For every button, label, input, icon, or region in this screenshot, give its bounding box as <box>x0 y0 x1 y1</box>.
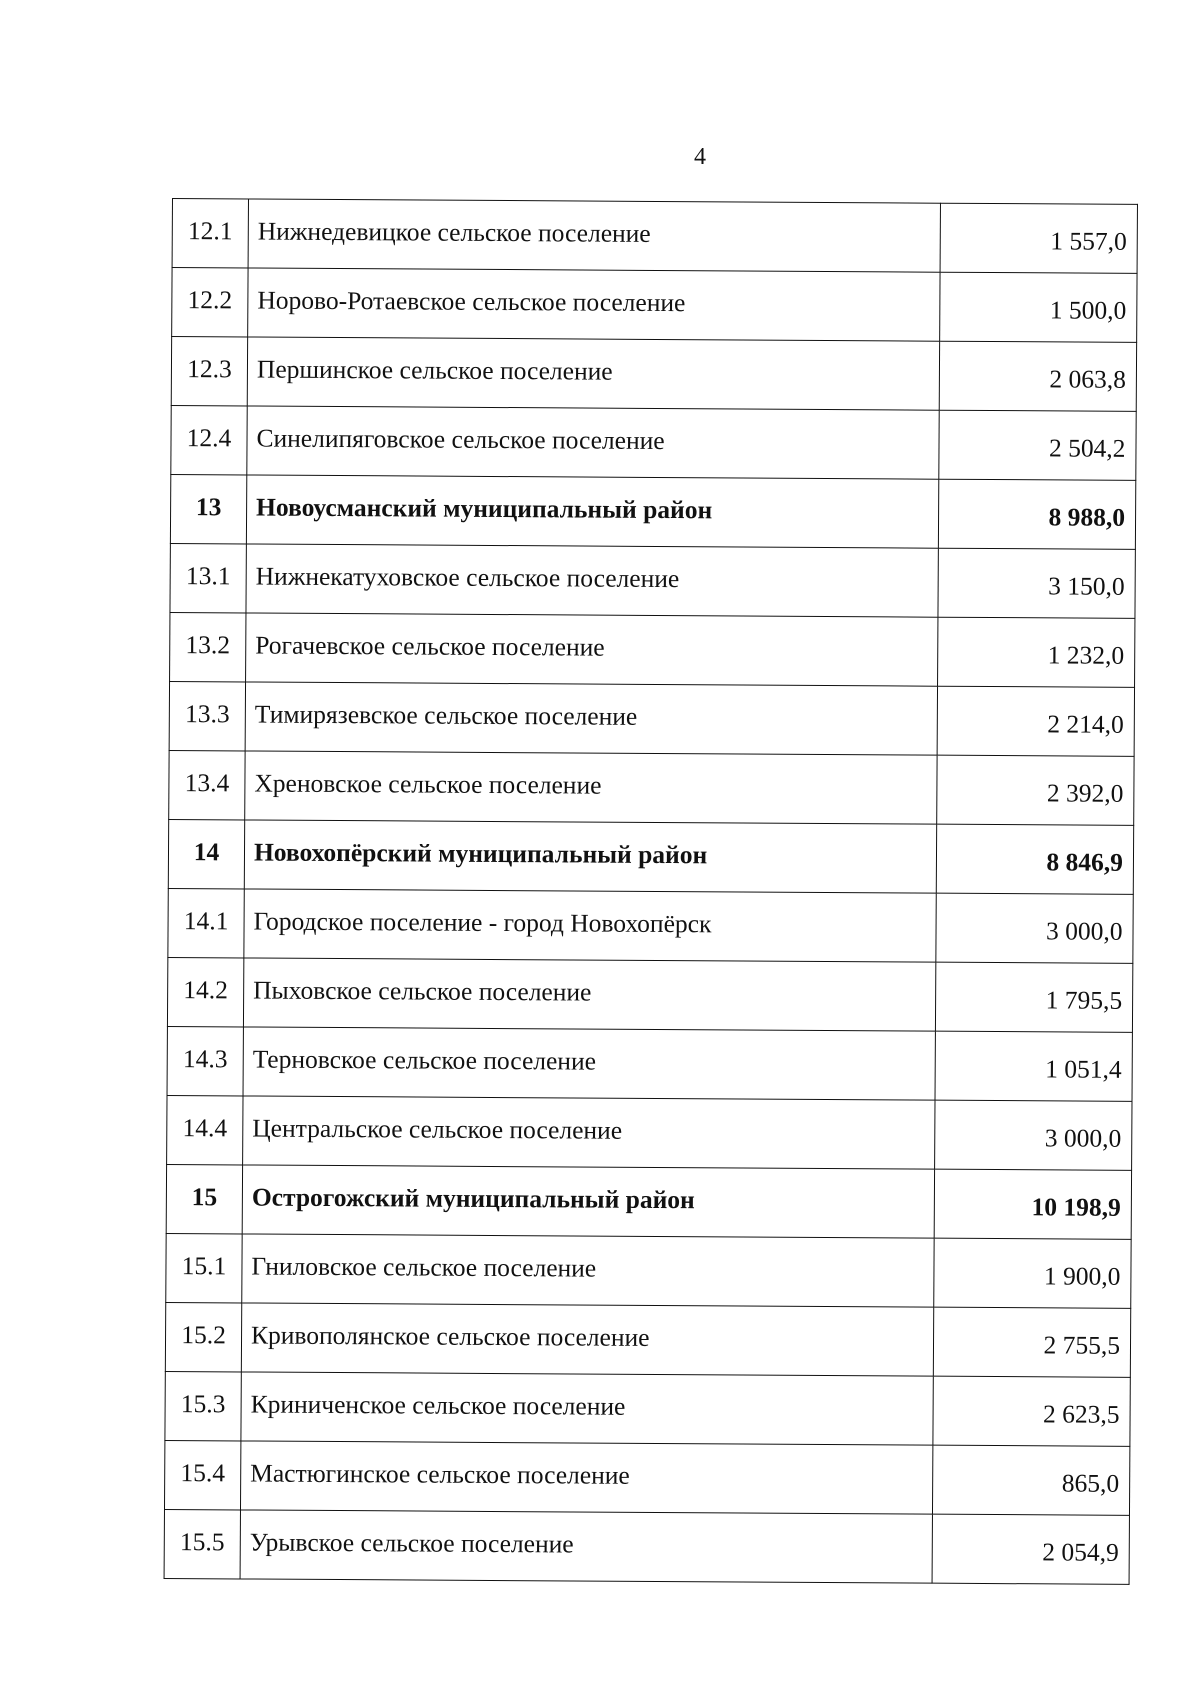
settlement-name: Першинское сельское поселение <box>247 337 939 410</box>
district-name: Острогожский муниципальный район <box>242 1165 934 1238</box>
settlement-row <box>170 543 1135 618</box>
settlement-row <box>167 1026 1132 1101</box>
settlement-row <box>172 268 1137 343</box>
settlement-row <box>166 1233 1131 1308</box>
district-name: Новоусманский муниципальный район <box>246 475 938 548</box>
row-number: 15.2 <box>165 1302 241 1371</box>
amount-value: 1 557,0 <box>940 203 1137 273</box>
allocation-table <box>164 198 1138 1585</box>
amount-value: 3 000,0 <box>936 893 1133 963</box>
row-number: 13.1 <box>170 543 246 612</box>
district-total-value: 8 988,0 <box>938 479 1135 549</box>
settlement-name: Мастюгинское сельское поселение <box>240 1441 932 1514</box>
row-number: 14.2 <box>167 957 243 1026</box>
district-total-value: 8 846,9 <box>936 824 1133 894</box>
settlement-name: Рогачевское сельское поселение <box>246 613 938 686</box>
amount-value: 2 392,0 <box>937 755 1134 825</box>
settlement-row <box>167 1095 1132 1170</box>
settlement-name: Пыховское сельское поселение <box>243 958 935 1031</box>
settlement-name: Центральское сельское поселение <box>243 1096 935 1169</box>
page-number: 4 <box>694 144 706 170</box>
row-number: 13.4 <box>169 750 245 819</box>
row-number: 13.2 <box>170 612 246 681</box>
settlement-row <box>169 681 1134 756</box>
row-number: 15 <box>166 1164 242 1233</box>
settlement-row <box>165 1371 1130 1446</box>
amount-value: 2 063,8 <box>939 341 1136 411</box>
row-number: 13.3 <box>169 681 245 750</box>
settlement-name: Гниловское сельское поселение <box>242 1234 934 1307</box>
settlement-name: Терновское сельское поселение <box>243 1027 935 1100</box>
settlement-name: Нижнедевицкое сельское поселение <box>248 199 940 272</box>
row-number: 15.3 <box>165 1371 241 1440</box>
settlement-row <box>164 1509 1129 1584</box>
amount-value: 1 795,5 <box>935 962 1132 1032</box>
settlement-name: Хреновское сельское поселение <box>245 751 937 824</box>
settlement-name: Кривополянское сельское поселение <box>241 1303 933 1376</box>
row-number: 14.1 <box>168 888 244 957</box>
amount-value: 2 054,9 <box>932 1514 1129 1584</box>
amount-value: 865,0 <box>932 1445 1129 1515</box>
row-number: 15.4 <box>164 1440 240 1509</box>
district-total-row <box>166 1164 1131 1239</box>
amount-value: 2 623,5 <box>933 1376 1130 1446</box>
settlement-name: Тимирязевское сельское поселение <box>245 682 937 755</box>
row-number: 12.1 <box>172 199 248 268</box>
district-name: Новохопёрский муниципальный район <box>244 820 936 893</box>
row-number: 14.4 <box>167 1095 243 1164</box>
settlement-name: Городское поселение - город Новохопёрск <box>244 889 936 962</box>
district-total-row <box>170 474 1135 549</box>
row-number: 14.3 <box>167 1026 243 1095</box>
amount-value: 2 755,5 <box>933 1307 1130 1377</box>
row-number: 14 <box>168 819 244 888</box>
settlement-row <box>171 337 1136 412</box>
settlement-row <box>172 199 1137 274</box>
amount-value: 3 000,0 <box>935 1100 1132 1170</box>
amount-value: 2 504,2 <box>939 410 1136 480</box>
district-total-row <box>168 819 1133 894</box>
row-number: 13 <box>170 474 246 543</box>
settlement-row <box>164 1440 1129 1515</box>
row-number: 12.2 <box>172 268 248 337</box>
amount-value: 2 214,0 <box>937 686 1134 756</box>
amount-value: 1 900,0 <box>934 1238 1131 1308</box>
amount-value: 1 051,4 <box>935 1031 1132 1101</box>
settlement-name: Синелипяговское сельское поселение <box>247 406 939 479</box>
settlement-row <box>165 1302 1130 1377</box>
settlement-row <box>168 888 1133 963</box>
settlement-row <box>171 405 1136 480</box>
settlement-name: Нижнекатуховское сельское поселение <box>246 544 938 617</box>
district-total-value: 10 198,9 <box>934 1169 1131 1239</box>
table-body <box>164 199 1137 1585</box>
row-number: 15.1 <box>166 1233 242 1302</box>
row-number: 12.4 <box>171 405 247 474</box>
amount-value: 1 500,0 <box>940 272 1137 342</box>
settlement-name: Криниченское сельское поселение <box>241 1372 933 1445</box>
row-number: 12.3 <box>171 337 247 406</box>
amount-value: 3 150,0 <box>938 548 1135 618</box>
settlement-row <box>170 612 1135 687</box>
settlement-name: Урывское сельское поселение <box>240 1510 932 1583</box>
settlement-name: Норово-Ротаевское сельское поселение <box>248 268 940 341</box>
settlement-row <box>169 750 1134 825</box>
row-number: 15.5 <box>164 1509 240 1578</box>
amount-value: 1 232,0 <box>938 617 1135 687</box>
settlement-row <box>167 957 1132 1032</box>
